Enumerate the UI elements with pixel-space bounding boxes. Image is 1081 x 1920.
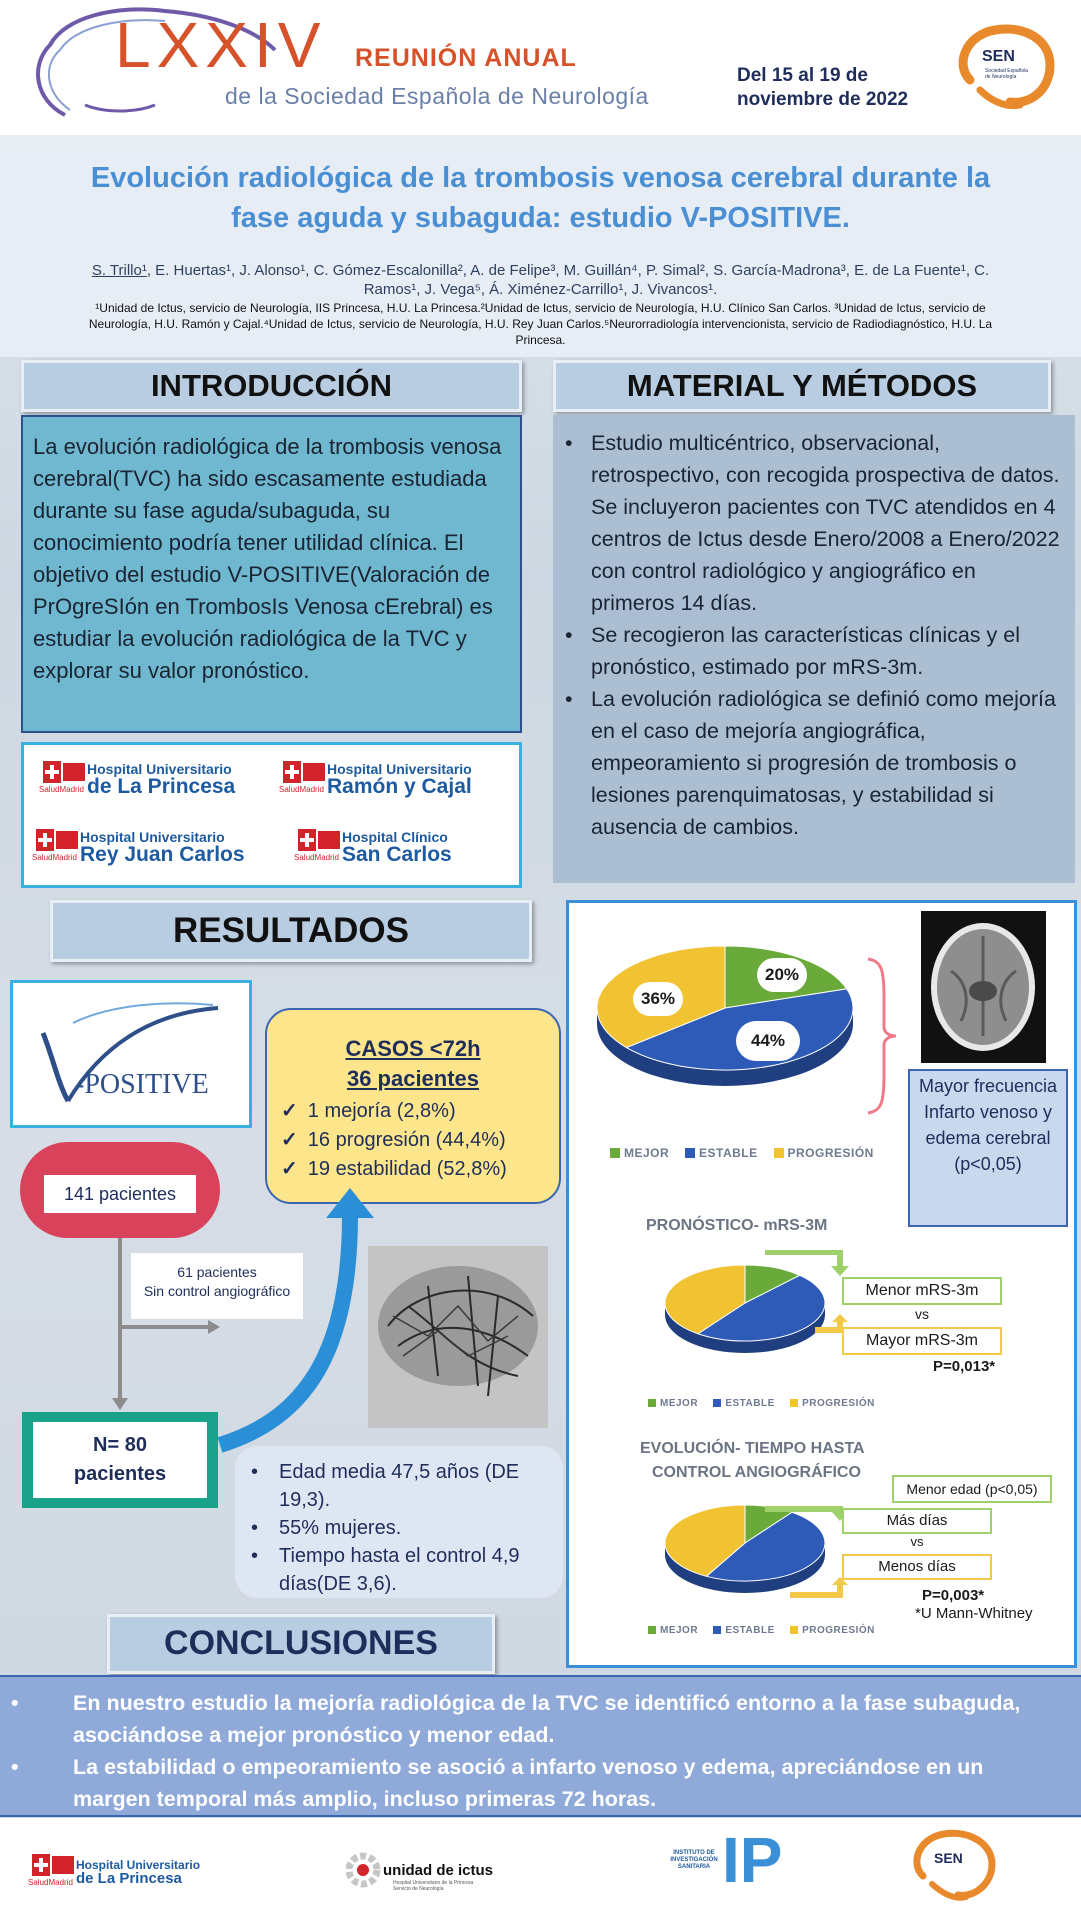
edition-number: LXXIV [115,9,327,81]
conclusion-bullet: • La estabilidad o empeoramiento se asoció a infarto venoso y edema, apreciándose en un margen temporal más amplio, incluso primeras 72 horas. [73,1751,1061,1815]
methods-bullet: • La evolución radiológica se definió como mejoría en el caso de mejoría angiográfica, empeoramiento si progresión de trombosis o lesiones parenquimatosas, y estabilidad si ausencia de cambios. [591,683,1063,843]
pie-chart-evolution [590,940,860,1090]
cases-item: ✓ 1 mejoría (2,8%) [281,1097,559,1126]
sen-logo-subtext: Sociedad Española de Neurología [985,68,1029,80]
legend-label: ESTABLE [699,1146,758,1160]
ictus-logo-sub [393,1880,473,1892]
curved-arrow [220,1215,350,1445]
affiliations [60,300,1021,348]
cases-item: ✓ 19 estabilidad (52,8%) [281,1155,559,1184]
ictus-gear-icon [343,1850,383,1890]
pie-label-estable: 44% [736,1021,800,1061]
pie-label-mejor: 20% [757,958,807,992]
hospital-logo-princesa [39,759,235,799]
patients-count: 141 pacientes [44,1175,196,1213]
excluded-count: 61 pacientes [177,1264,257,1280]
hospital-logos-box [21,742,522,888]
conclusion-bullet: • En nuestro estudio la mejoría radiológica de la TVC se identificó entorno a la fase subaguda, asociándose a mejor pronóstico y menor edad. [73,1687,1061,1751]
dates-line1: Del 15 al 19 de [737,65,868,86]
menos-dias-box: Menos días [842,1554,992,1580]
evolution-title-line2: CONTROL ANGIOGRÁFICO [652,1464,861,1481]
mann-whitney-note: *U Mann-Whitney [915,1605,1033,1622]
legend-label: MEJOR [660,1398,699,1409]
mayor-mrs-box: Mayor mRS-3m [842,1327,1002,1355]
conclusions-box [0,1675,1081,1817]
intro-text: La evolución radiológica de la trombosis venosa cerebral(TVC) ha sido escasamente estudiada durante su fase aguda/subaguda, su conocimiento podría tener utilidad clínica. El objetivo del estudio V-POSITIVE(Valoración de PrOgreSIón en TrombosIs Venosa cErebral) es estudiar la evolución radiológica de la TVC y explorar su valor pronóstico. [21,415,522,733]
legend-label: MEJOR [624,1146,670,1160]
authors-line1: , E. Huertas¹, J. Alonso¹, C. Gómez-Escalonilla², A. de Felipe³, M. Guillán⁴, P. Simal², S. García-Madrona³, E. de La Fuente¹, C. [146,262,990,279]
hospital-big: San Carlos [342,842,452,866]
excluded-box [131,1253,303,1319]
v-positive-icon [13,983,249,1125]
legend-label: MEJOR [660,1625,699,1636]
legend-label: PROGRESIÓN [787,1146,874,1160]
legend-swatch-estable [685,1148,695,1158]
footer-hospital-small: Hospital Universitario [76,1857,201,1872]
methods-bullet: • Se recogieron las características clínicas y el pronóstico, estimado por mRS-3m. [591,619,1063,683]
saludmadrid-icon: SaludMadrid [39,759,87,799]
hospital-small: Hospital Universitario [80,828,225,845]
p-value-time: P=0,003* [922,1587,985,1604]
ct-scan-image [921,911,1046,1063]
methods-heading: MATERIAL Y MÉTODOS [553,360,1051,412]
mas-dias-box: Más días [842,1508,992,1534]
cases-72h-box [265,1008,561,1204]
affiliations-line1: ¹Unidad de Ictus, servicio de Neurología, IIS Princesa, H.U. La Princesa.²Unidad de Ictus, servicio de Neurología, H.U. Clínico San Carlos. ³Unidad de Ictus, servicio de [95,301,986,315]
vs-label: vs [910,1534,924,1549]
title-line1: Evolución radiológica de la trombosis venosa cerebral durante la [90,162,991,194]
p-value-prognosis: P=0,013* [933,1358,996,1375]
legend-label: PROGRESIÓN [802,1625,875,1636]
legend-2 [648,1398,875,1409]
saludmadrid-icon: SaludMadrid [28,1852,76,1892]
infarct-association-box: Mayor frecuencia Infarto venoso y edema cerebral (p<0,05) [908,1069,1068,1227]
ictus-sub2: Servicio de Neurología [393,1886,444,1892]
society-label: de la Sociedad Española de Neurología [225,83,649,109]
ictus-logo-text: unidad de ictus [383,1862,494,1879]
iis-text: INSTITUTO DE INVESTIGACIÓN SANITARIA [670,1850,718,1870]
hospital-small: Hospital Clínico [342,828,448,845]
hospital-logo-ramon-cajal [279,759,472,799]
hospital-big: Ramón y Cajal [327,774,472,798]
saludmadrid-icon: SaludMadrid [294,827,342,867]
demographic-item: • 55% mujeres. [279,1514,549,1542]
demographic-item: • Tiempo hasta el control 4,9 días(DE 3,6). [279,1542,549,1598]
affiliations-line2: Neurología, H.U. Ramón y Cajal.⁴Unidad de Ictus, servicio de Neurología, H.U. Rey Juan Carlos.⁵Neurorradiología intervencionista, servicio de Radiodiagnóstico, H.U. La [88,317,993,331]
evolution-title-line1: EVOLUCIÓN- TIEMPO HASTA [640,1440,865,1457]
intro-heading: INTRODUCCIÓN [21,360,522,412]
poster-title [30,158,1051,238]
cases-item: ✓ 16 progresión (44,4%) [281,1126,559,1155]
saludmadrid-icon: SaludMadrid [279,759,327,799]
results-heading: RESULTADOS [50,900,532,962]
vs-label: vs [915,1306,929,1322]
menor-edad-box: Menor edad (p<0,05) [892,1475,1052,1503]
methods-box [553,415,1075,883]
ictus-sub1: Hospital Universitario de la Princesa [393,1880,474,1886]
bracket-icon [862,957,902,1115]
n80-box [33,1422,207,1498]
pie-label-progresion: 36% [633,982,683,1016]
footer-hospital-big: de La Princesa [76,1869,182,1887]
sen-brain-icon [908,1826,998,1910]
hospital-small: Hospital Universitario [87,760,232,777]
angiography-image [368,1246,548,1428]
demographics-box [235,1446,563,1598]
methods-bullet: • Estudio multicéntrico, observacional, retrospectivo, con recogida prospectiva de datos. Se incluyeron pacientes con TVC atendidos en 4 centros de Ictus desde Enero/2008 a Enero/2022 con control radiológico y angiográfico en primeros 14 días. [591,427,1063,619]
evolution-time-title [640,1437,865,1485]
cases-title: CASOS <72h [345,1036,481,1061]
v-positive-text: -POSITIVE [75,1069,209,1100]
hospital-big: Rey Juan Carlos [80,842,245,866]
n-count: N= 80 [93,1434,147,1456]
event-dates [737,64,927,112]
angiography-vessels [368,1246,548,1428]
author-list [55,261,1026,299]
affiliations-line3: Princesa. [515,333,566,347]
first-author: S. Trillo¹ [91,262,147,279]
legend-label: PROGRESIÓN [802,1398,875,1409]
footer-princesa-logo [28,1852,200,1892]
demographic-item: • Edad media 47,5 años (DE 19,3). [279,1458,549,1514]
legend-3 [648,1625,875,1636]
flow-arrow-head [208,1320,220,1334]
footer-sen-logo [908,1826,998,1910]
n-label: pacientes [73,1463,167,1485]
conclusions-heading: CONCLUSIONES [107,1614,495,1674]
hospital-logo-san-carlos [294,827,452,867]
footer-sen-text: SEN [934,1850,963,1866]
v-positive-logo [10,980,252,1128]
legend-label: ESTABLE [725,1398,775,1409]
legend-swatch-mejor [610,1148,620,1158]
sen-logo [950,20,1060,120]
flow-arrow-head [112,1398,128,1410]
cases-subtitle: 36 pacientes [346,1066,480,1091]
hospital-logo-rey-juan-carlos [32,827,245,867]
sen-logo-text: SEN [982,48,1015,65]
title-line2: fase aguda y subaguda: estudio V-POSITIVE. [231,202,850,234]
legend-label: ESTABLE [725,1625,775,1636]
prognosis-title: PRONÓSTICO- mRS-3M [646,1217,828,1234]
menor-mrs-box: Menor mRS-3m [842,1277,1002,1305]
authors-line2: Ramos¹, J. Vega⁵, Á. Ximénez-Carrillo¹, J. Vivancos¹. [363,281,718,298]
ct-brain [921,911,1046,1063]
hospital-big: de La Princesa [87,774,236,798]
saludmadrid-icon: SaludMadrid [32,827,80,867]
legend-1 [610,1146,874,1160]
meeting-label: REUNIÓN ANUAL [355,44,577,72]
excluded-reason: Sin control angiográfico [143,1283,291,1299]
hospital-small: Hospital Universitario [327,760,472,777]
dates-line2: noviembre de 2022 [737,89,909,110]
legend-swatch-progresion [774,1148,784,1158]
iis-logo: IP [722,1824,783,1896]
